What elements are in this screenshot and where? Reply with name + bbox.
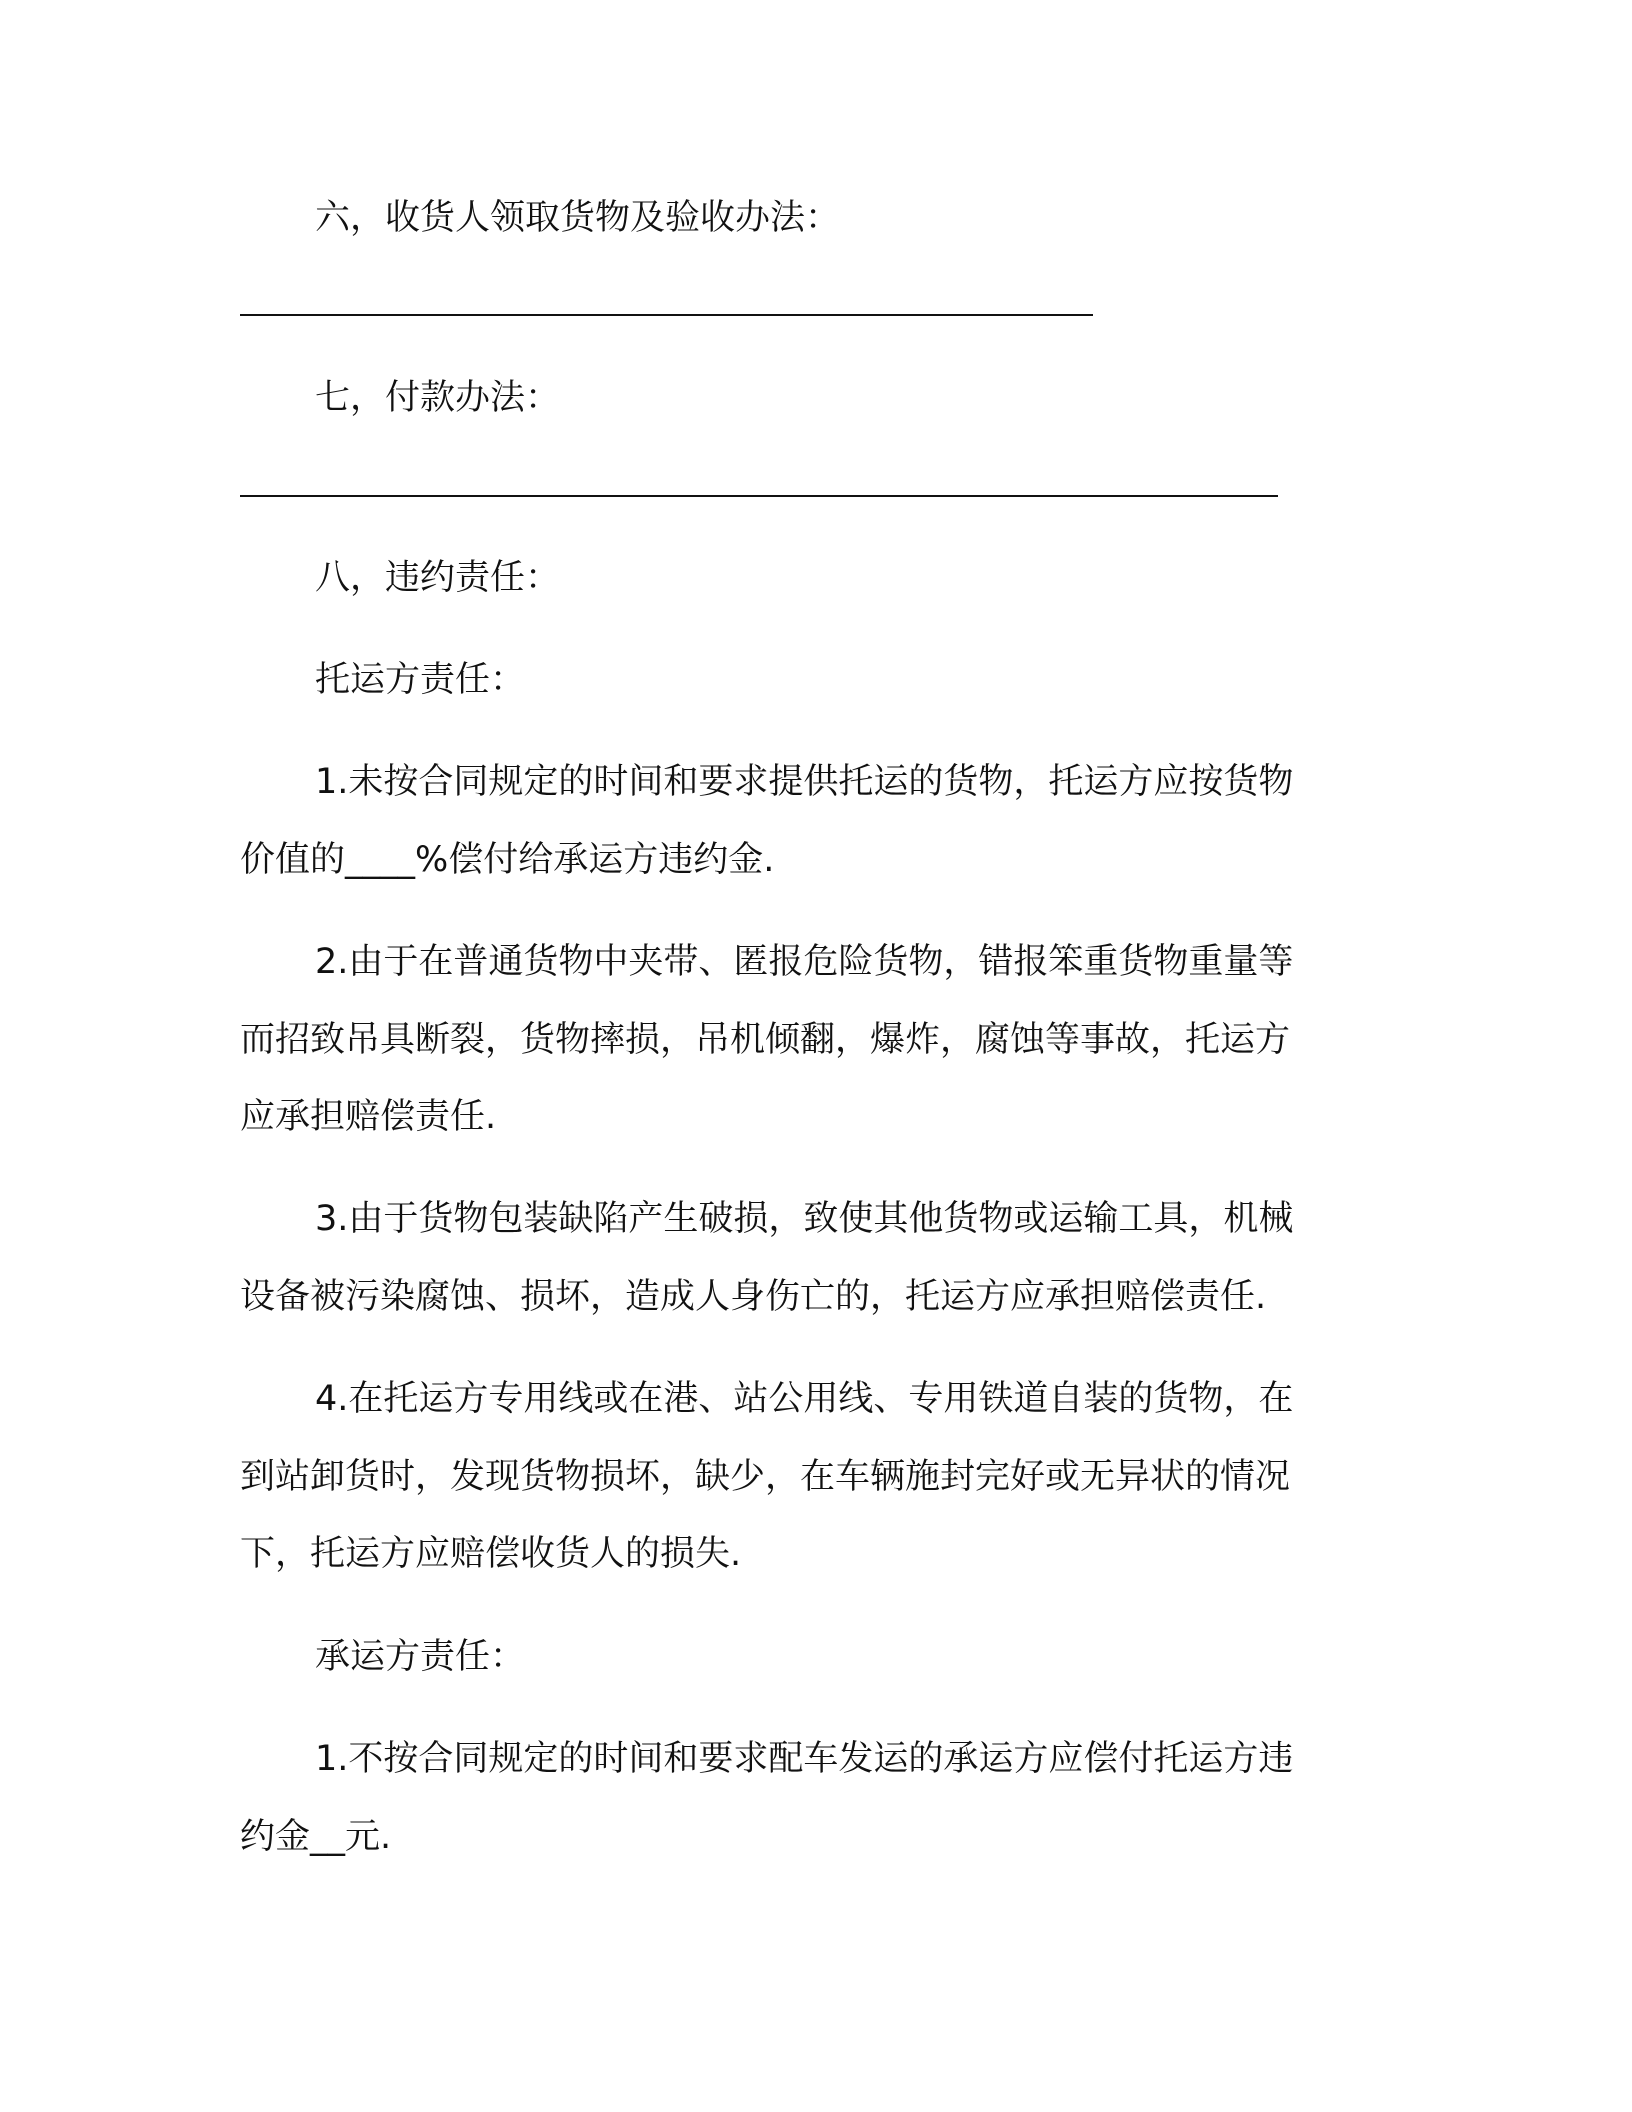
shipper-item-2-line-2: 而招致吊具断裂，货物摔损，吊机倾翻，爆炸，腐蚀等事故，托运方	[240, 1020, 1291, 1060]
carrier-liability-heading: 承运方责任：	[315, 1637, 526, 1677]
shipper-item-2-line-3: 应承担赔偿责任.	[240, 1097, 497, 1137]
section-6-blank-line	[240, 314, 1093, 316]
section-6-heading: 六，收货人领取货物及验收办法：	[315, 198, 841, 238]
shipper-item-3-line-1: 3.由于货物包装缺陷产生破损，致使其他货物或运输工具，机械	[315, 1199, 1294, 1239]
shipper-item-4-line-2: 到站卸货时，发现货物损坏，缺少，在车辆施封完好或无异状的情况	[240, 1457, 1291, 1497]
section-7-heading: 七，付款办法：	[315, 378, 561, 418]
shipper-liability-heading: 托运方责任：	[315, 660, 526, 700]
carrier-item-1-line-2: 约金__元.	[240, 1817, 392, 1857]
shipper-item-3-line-2: 设备被污染腐蚀、损坏，造成人身伤亡的，托运方应承担赔偿责任.	[240, 1277, 1267, 1317]
shipper-item-2-line-1: 2.由于在普通货物中夹带、匿报危险货物，错报笨重货物重量等	[315, 942, 1294, 982]
shipper-item-1-line-2: 价值的____%偿付给承运方违约金.	[240, 840, 775, 880]
section-7-blank-line	[240, 495, 1278, 497]
shipper-item-4-line-3: 下，托运方应赔偿收货人的损失.	[240, 1534, 742, 1574]
carrier-item-1-line-1: 1.不按合同规定的时间和要求配车发运的承运方应偿付托运方违	[315, 1739, 1294, 1779]
shipper-item-1-line-1: 1.未按合同规定的时间和要求提供托运的货物，托运方应按货物	[315, 762, 1294, 802]
shipper-item-4-line-1: 4.在托运方专用线或在港、站公用线、专用铁道自装的货物，在	[315, 1379, 1294, 1419]
section-8-heading: 八，违约责任：	[315, 558, 561, 598]
